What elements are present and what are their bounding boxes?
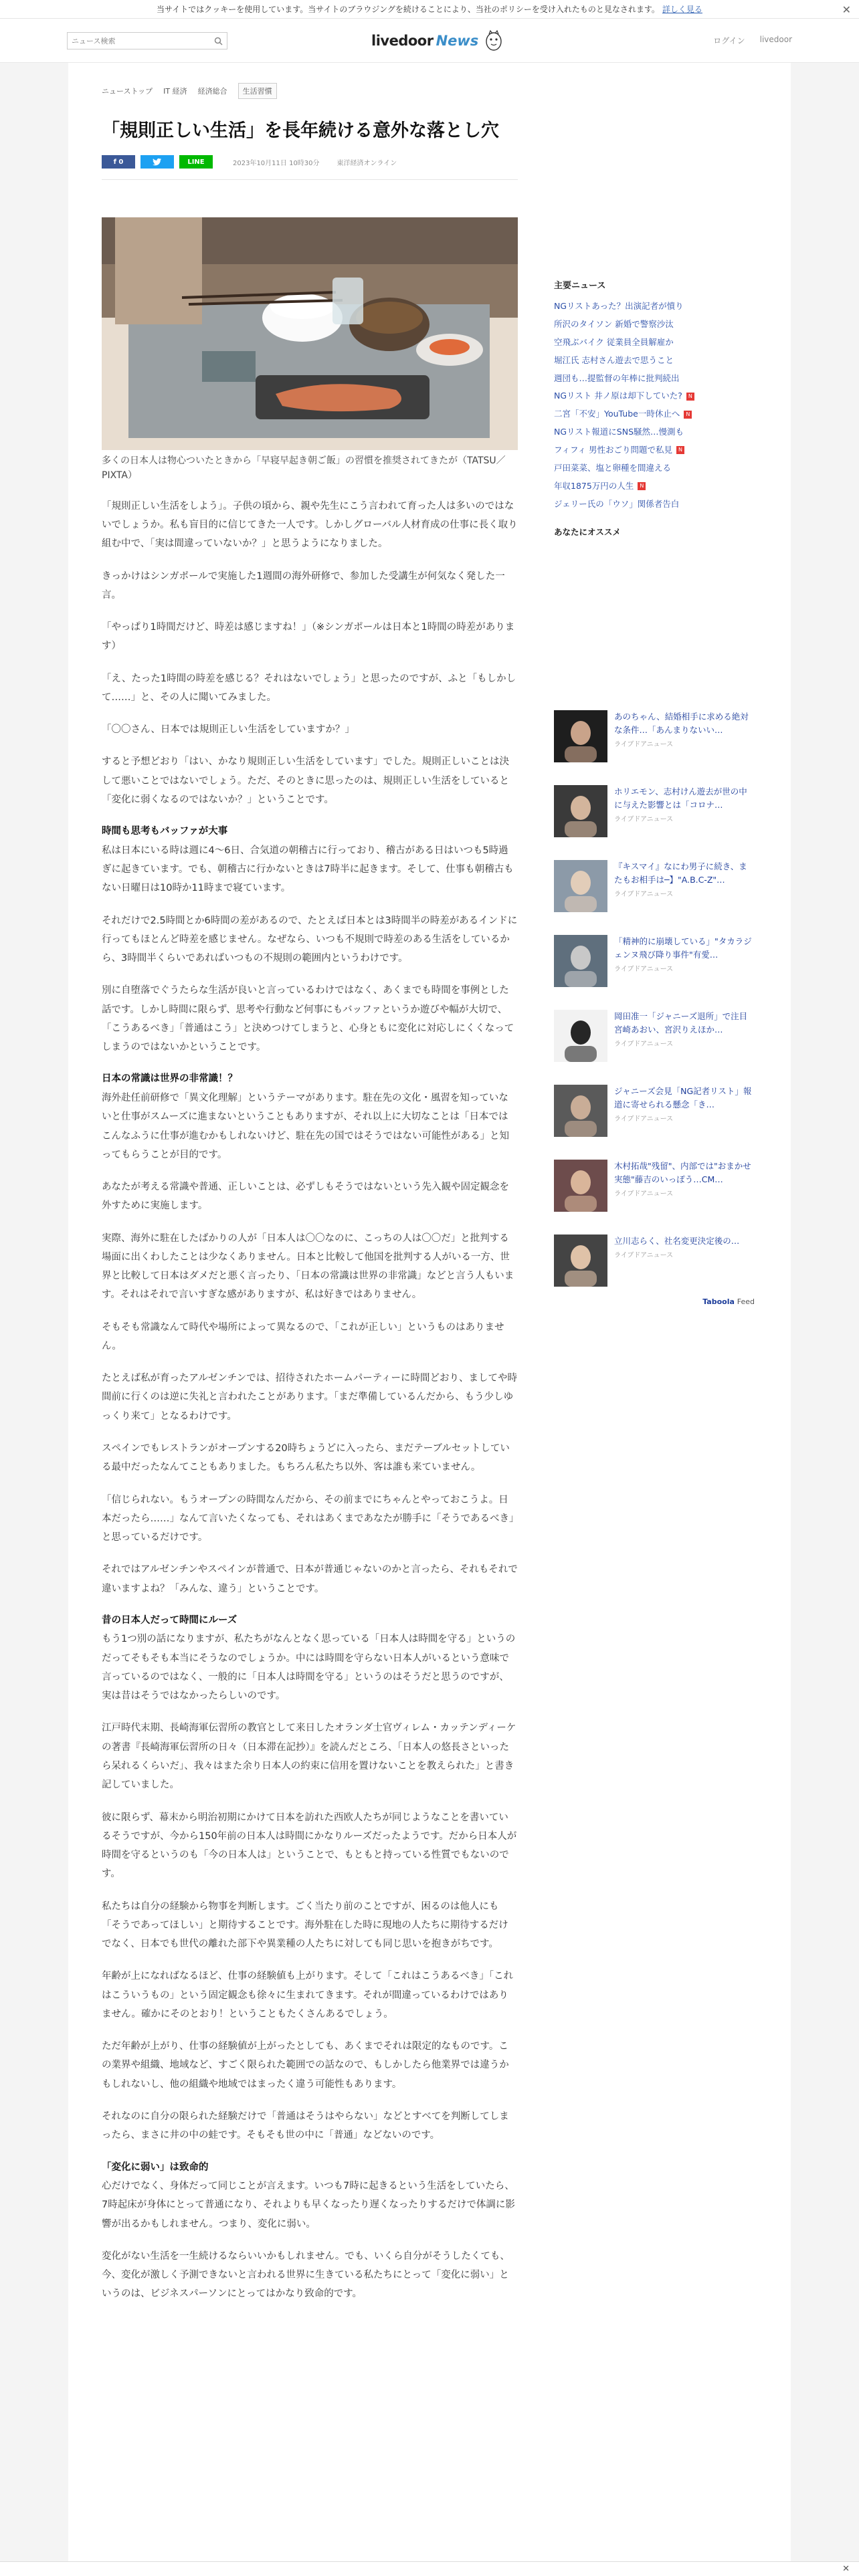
news-item[interactable]: [554, 459, 755, 477]
mascot-icon: [484, 29, 504, 52]
taboola-brand: Taboola: [702, 1297, 735, 1306]
paragraph: 心だけでなく、身体だって同じことが言えます。いつも7時に起きるという生活をしていたら、7時起床が身体にとって普通になり、それよりも早くなったり遅くなったりするだけで体調に影響が出るかもしれません。つまり、変化に弱い。: [102, 2181, 515, 2230]
meal-image: [102, 217, 518, 450]
recommend-item[interactable]: [554, 1085, 755, 1137]
search-box: [67, 32, 227, 49]
line-share-button[interactable]: LINE: [179, 155, 213, 169]
news-item-label: NGリスト報道にSNS騒然…慢測も: [554, 427, 684, 437]
news-item[interactable]: [554, 496, 755, 514]
paragraph: 「やっぱり1時間だけど、時差は感じますね！」（※シンガポールは日本と1時間の時差があります）: [102, 622, 515, 652]
taboola-feed-label[interactable]: [554, 1297, 755, 1306]
news-item-label: NGリストあった？出演記者が憤り: [554, 301, 684, 311]
article-source[interactable]: 東洋経済オンライン: [337, 159, 397, 167]
recommend-title: 『キスマイ』なにわ男子に続き、またもお相手は─】"A.B.C-Z"…: [614, 861, 747, 885]
paragraph: 実際、海外に駐在したばかりの人が「日本人は〇〇なのに、こっちの人は〇〇だ」と批判する場面に出くわしたことは少なくありません。日本と比較して他国を批判する人がいる一方、世界と比較して日本はダメだと悪く言ったり、「日本の常識は世界の非常識」などと言う人もいます。それはそれで言いすぎな感がありますが、私は好きではありません。: [102, 1232, 514, 1301]
article-date: 2023年10月11日 10時30分: [233, 159, 320, 167]
search-icon[interactable]: [209, 33, 227, 49]
recommend-thumbnail: [554, 1235, 607, 1287]
cookie-text: 当サイトではクッキーを使用しています。当サイトのブラウジングを続けることにより、当社のポリシーを受け入れたものと見なされます。: [157, 5, 660, 14]
paragraph: そもそも常識なんて時代や場所によって異なるので、「これが正しい」というものはありません。: [102, 1321, 504, 1352]
logo-main: livedoor: [371, 33, 434, 49]
breadcrumb-item[interactable]: IT 経済: [163, 87, 187, 96]
recommend-source: ライブドアニュース: [614, 740, 674, 748]
article-body: [102, 497, 518, 2304]
news-item[interactable]: [554, 298, 755, 316]
breadcrumb: [102, 83, 518, 99]
paragraph: 「規則正しい生活をしよう」。子供の頃から、親や先生にこう言われて育った人は多いのではないでしょうか。私も盲目的に信じてきた一人です。しかしグローバル人材育成の仕事に長く取り組む中で、「実は間違っていないか？」と思うようになりました。: [102, 500, 518, 550]
section-heading: 昔の日本人だって時間にルーズ: [102, 1614, 237, 1626]
recommend-title: 岡田准一「ジャニーズ退所」で注目 宮崎あおい、宮沢りえほか…: [614, 1010, 748, 1035]
paragraph: 海外赴任前研修で「異文化理解」というテーマがあります。駐在先の文化・風習を知っていないと仕事がスムーズに進まないということもありますが、それ以上に大切なことは「日本ではこんなふうに仕事が進むかもしれないけど、駐在先の国ではそうではない可能性がある」と知ってもらうことが目的です。: [102, 1093, 509, 1160]
twitter-share-button[interactable]: [140, 155, 174, 169]
login-link[interactable]: ログイン: [713, 36, 745, 45]
recommend-thumbnail: [554, 860, 607, 912]
recommend-source: ライブドアニュース: [614, 965, 674, 973]
close-icon[interactable]: ✕: [842, 3, 851, 16]
recommend-title: 立川志らく、社名変更決定後の…: [614, 1235, 740, 1246]
news-item-label: 二宮「不安」YouTube一時休止へ: [554, 409, 680, 419]
recommend-item[interactable]: [554, 935, 755, 987]
paragraph: 変化がない生活を一生続けるならいいかもしれません。でも、いくら自分がそうしたくても、今、変化が激しく予測できないと言われる世界に生きている私たちにとって「変化に弱い」というのは、ビジネスパーソンにとってはかなり致命的です。: [102, 2250, 510, 2300]
paragraph: 年齢が上になればなるほど、仕事の経験値も上がります。そして「これはこうあるべき」「これはこういうもの」という固定観念も徐々に生まれてきます。それが間違っているわけではありません。確かにそのとおり！ということもたくさんあるでしょう。: [102, 1971, 514, 2020]
recommend-item[interactable]: [554, 710, 755, 762]
news-item-label: 戸田菜菜、塩と卵種を間違える: [554, 462, 672, 473]
recommend-title: 木村拓哉"残留"、内部では"おまかせ実態"藤吉のいっぽう…CM…: [614, 1160, 751, 1184]
paragraph: 「〇〇さん、日本では規則正しい生活をしていますか？」: [102, 724, 355, 736]
paragraph: それなのに自分の限られた経験だけで「普通はそうはやらない」などとすべてを判断してしまったら、まさに井の中の蛙です。そもそも世の中に「普通」などないのです。: [102, 2111, 509, 2141]
recommend-thumbnail: [554, 1010, 607, 1062]
new-badge-icon: N: [684, 411, 692, 419]
livedoor-link[interactable]: livedoor: [759, 35, 792, 44]
recommend-source: ライブドアニュース: [614, 1190, 674, 1198]
facebook-share-button[interactable]: f 0: [102, 155, 135, 169]
page-title: 「規則正しい生活」を長年続ける意外な落とし穴: [102, 120, 499, 141]
paragraph: 彼に限らず、幕末から明治初期にかけて日本を訪れた西欧人たちが同じようなことを書いているそうですが、今から150年前の日本人は時間にかなりルーズだったようです。だから日本人が時間を守るというのも「今の日本人は」ということで、もともと持っている性質でもないのです。: [102, 1812, 517, 1880]
article: [102, 83, 518, 2317]
article-meta: [102, 155, 518, 180]
paragraph: 私は日本にいる時は週に4〜6日、合気道の朝稽古に行っており、稽古がある日はいつも5時過ぎに起きています。でも、朝稽古に行かないときは7時半に起きます。そして、仕事も朝稽古もない日曜日は10時か11時まで寝ています。: [102, 845, 514, 894]
paragraph: それだけで2.5時間とか6時間の差があるので、たとえば日本とは3時間半の時差があるインドに行ってもほとんど時差を感じません。なぜなら、いつも不規則で時差のある生活をしているから、3時間半くらいであればいつもの不規則の範囲内というわけです。: [102, 915, 518, 964]
search-input[interactable]: [68, 33, 209, 49]
paragraph: たとえば私が育ったアルゼンチンでは、招待されたホームパーティーに時間どおり、ましてや時間前に行くのは逆に失礼と言われたことがあります。「まだ準備しているんだから、もう少しゆっくり来て」となるわけです。: [102, 1373, 518, 1422]
main-news-heading: 主要ニュース: [554, 281, 606, 291]
news-item[interactable]: [554, 423, 755, 441]
recommend-title: あのちゃん、結婚相手に求める絶対な条件…「あんまりないい…: [614, 711, 749, 735]
header-links: [713, 35, 792, 46]
recommend-source: ライブドアニュース: [614, 890, 674, 898]
news-item[interactable]: [554, 370, 755, 388]
new-badge-icon: N: [676, 446, 684, 454]
recommend-source: ライブドアニュース: [614, 1040, 674, 1048]
paragraph: きっかけはシンガポールで実施した1週間の海外研修で、参加した受講生が何気なく発した一言。: [102, 570, 505, 601]
recommend-item[interactable]: [554, 1235, 755, 1287]
recommend-heading: あなたにオススメ: [554, 526, 621, 537]
news-item-label: フィフィ 男性おごり問題で私見: [554, 445, 672, 455]
recommend-thumbnail: [554, 1085, 607, 1137]
taboola-feed: Feed: [737, 1297, 755, 1306]
cookie-details-link[interactable]: 詳しく見る: [662, 5, 702, 14]
recommend-item[interactable]: [554, 1010, 755, 1062]
news-item[interactable]: [554, 477, 755, 496]
paragraph: すると予想どおり「はい、かなり規則正しい生活をしています」でした。規則正しいことは決して悪いことではないでしょう。ただ、そのときに思ったのは、規則正しい生活をしていると「変化に弱くなるのではないか？」ということです。: [102, 756, 509, 805]
news-item-label: 週団も…提監督の年棒に批判続出: [554, 372, 680, 383]
news-item[interactable]: [554, 441, 755, 459]
section-heading: 日本の常識は世界の非常識！？: [102, 1073, 237, 1085]
recommend-source: ライブドアニュース: [614, 1251, 674, 1259]
recommend-title: ホリエモン、志村けん遊去が世の中に与えた影響とは「コロナ…: [614, 786, 747, 810]
recommend-source: ライブドアニュース: [614, 815, 674, 823]
news-item-label: 空飛ぶバイク 従業員全員解雇か: [554, 336, 674, 347]
recommend-thumbnail: [554, 935, 607, 987]
section-heading: 「変化に弱い」は致命的: [102, 2161, 209, 2173]
recommend-title: 「精神的に崩壊している」"タカラジェンヌ飛び降り事件"有愛…: [614, 936, 752, 960]
main-content: [68, 63, 791, 2576]
paragraph: それではアルゼンチンやスペインが普通で、日本が普通じゃないのかと言ったら、それもそれで違いますよね？「みんな、違う」ということです。: [102, 1564, 518, 1594]
close-icon[interactable]: ✕: [842, 2564, 850, 2574]
news-item[interactable]: [554, 316, 755, 334]
recommend-thumbnail: [554, 1160, 607, 1212]
site-logo[interactable]: [371, 29, 504, 52]
bottom-overlay-bar: [0, 2561, 859, 2576]
photo-caption: 多くの日本人は物心ついたときから「早寝早起き朝ご飯」の習慣を推奨されてきたが（TATSU／PIXTA）: [102, 455, 506, 481]
paragraph: あなたが考える常識や普通、正しいことは、必ずしもそうではないという先入観や固定観念を外すために実施します。: [102, 1182, 509, 1212]
paragraph: スペインでもレストランがオープンする20時ちょうどに入ったら、まだテーブルセットしている最中だったなんてこともありました。もちろん私たち以外、客は誰も来ていません。: [102, 1443, 510, 1473]
news-item-label: NGリスト 井ノ原は却下していた?: [554, 391, 682, 401]
recommend-thumbnail: [554, 710, 607, 762]
logo-sub: News: [436, 33, 479, 49]
news-item-label: 年収1875万円の人生: [554, 480, 634, 491]
paragraph: もう1つ別の話になりますが、私たちがなんとなく思っている「日本人は時間を守る」というのだってそもそも本当にそうなのでしょうか。中には時間を守らない日本人がいるという意味で言っているのではなく、一般的に「日本人は時間を守る」というのはそうだと思うのですが、実は昔はそうではなかったらしいのです。: [102, 1634, 516, 1702]
paragraph: 別に自堕落でぐうたらな生活が良いと言っているわけではなく、あくまでも時間を事例とした話です。しかし時間に限らず、思考や行動など何事にもバッファというか遊びや幅が大切で、「こうあるべき」「普通はこう」と決めつけてしまうと、心身ともに変化に対応しにくくなってしまうのではないかということです。: [102, 985, 514, 1053]
site-header: [0, 19, 859, 63]
recommend-list: [554, 710, 755, 1287]
recommend-title: ジャニーズ会見「NG記者リスト」報道に寄せられる懸念「き…: [614, 1085, 752, 1109]
news-item-label: ジェリー氏の「ウソ」関係者告白: [554, 498, 680, 509]
paragraph: 私たちは自分の経験から物事を判断します。ごく当たり前のことですが、困るのは他人にも「そうであってほしい」と期待することです。海外駐在した時に現地の人たちに期待するだけでなく、日本でも世代の離れた部下や異業種の人たちに対しても同じ思いを抱きがちです。: [102, 1901, 508, 1950]
news-item[interactable]: [554, 334, 755, 352]
cookie-banner: [0, 0, 859, 19]
topic-tag[interactable]: 生活習慣: [238, 83, 277, 99]
new-badge-icon: N: [686, 393, 694, 401]
new-badge-icon: N: [638, 482, 646, 490]
news-item-label: 堀江氏 志村さん遊去で思うこと: [554, 354, 674, 365]
recommend-item[interactable]: [554, 1160, 755, 1212]
breadcrumb-item[interactable]: ニューストップ: [102, 87, 153, 96]
paragraph: ただ年齢が上がり、仕事の経験値が上がったとしても、あくまでそれは限定的なものです。この業界や組織、地域など、すごく限られた範囲での話なので、もしかしたら他業界では違うかもしれないし、他の組織や地域ではまったく違う可能性もあります。: [102, 2041, 509, 2090]
twitter-bird-icon: [153, 158, 162, 166]
paragraph: 江戸時代末期、長崎海軍伝習所の教官として来日したオランダ士官ヴィレム・カッテンディーケの著書『長崎海軍伝習所の日々（日本滞在記抄）』を読んだところ、「日本人の悠長さといったら呆れるくらいだ」、我々はまた余り日本人の約束に信用を置けないことを教えられた」と書き記していました。: [102, 1723, 516, 1791]
recommend-item[interactable]: [554, 860, 755, 912]
recommend-thumbnail: [554, 785, 607, 837]
recommend-item[interactable]: [554, 785, 755, 837]
section-heading: 時間も思考もバッファが大事: [102, 826, 228, 837]
paragraph: 「信じられない。もうオープンの時間なんだから、その前までにちゃんとやっておこうよ。日本だったら……」なんて言いたくなっても、それはあくまであなたが勝手に「そうであるべき」と思っているだけです。: [102, 1494, 514, 1543]
main-news-list: [554, 298, 755, 514]
breadcrumb-item[interactable]: 経済総合: [197, 87, 227, 96]
paragraph: 「え、たった1時間の時差を感じる？それはないでしょう」と思ったのですが、ふと「もしかして……」と、その人に聞いてみました。: [102, 673, 516, 703]
news-item[interactable]: [554, 352, 755, 370]
news-item-label: 所沢のタイソン 新婚で警察沙汰: [554, 318, 674, 329]
recommend-source: ライブドアニュース: [614, 1115, 674, 1123]
news-item[interactable]: [554, 405, 755, 423]
news-item[interactable]: [554, 387, 755, 405]
article-photo: [102, 217, 518, 450]
sidebar: [554, 278, 755, 1306]
